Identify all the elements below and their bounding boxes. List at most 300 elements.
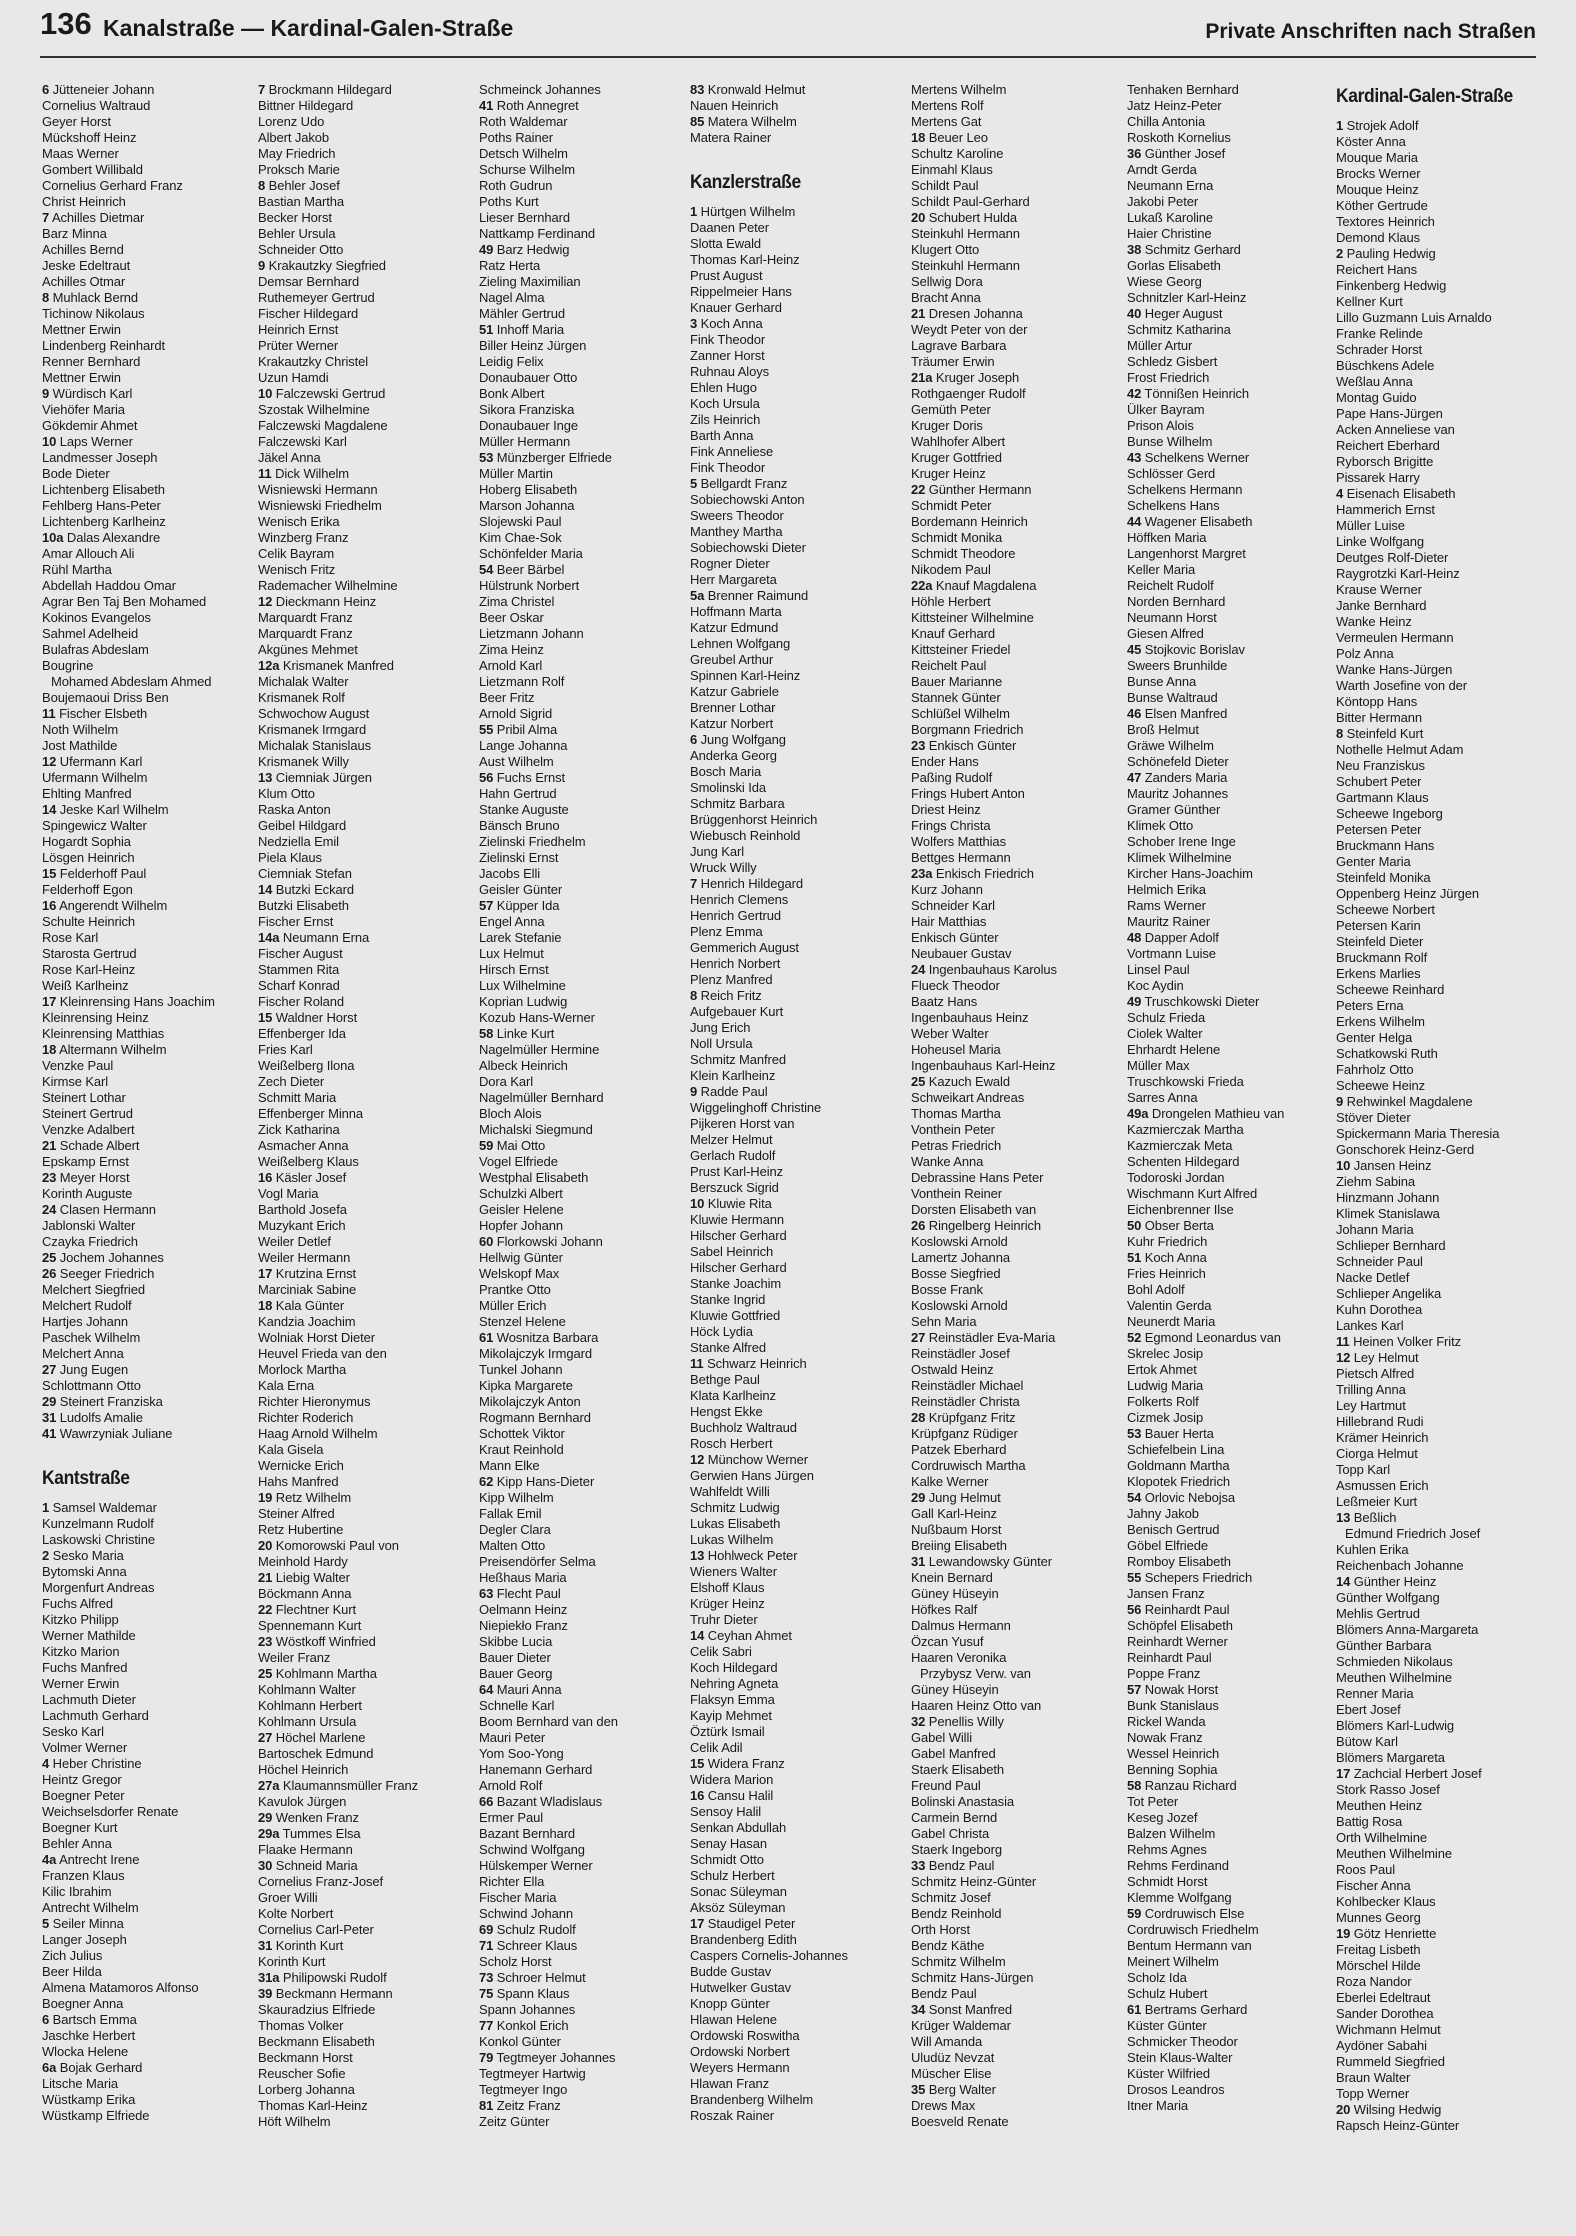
resident-name: Smolinski Ida	[690, 780, 767, 795]
resident-name: Tummes Elsa	[282, 1826, 361, 1841]
house-number: 29	[42, 1394, 57, 1409]
resident-name: Mertens Wilhelm	[911, 82, 1007, 97]
resident-entry	[42, 82, 262, 98]
resident-entry	[258, 1858, 478, 1874]
resident-name: Arnold Karl	[479, 658, 543, 673]
resident-entry	[479, 1794, 699, 1810]
resident-name: Folkerts Rolf	[1127, 1394, 1199, 1409]
resident-name: Manthey Martha	[690, 524, 783, 539]
resident-entry	[911, 194, 1131, 210]
resident-entry	[690, 1228, 910, 1244]
resident-entry	[1336, 1734, 1556, 1750]
resident-entry	[911, 1282, 1131, 1298]
resident-entry	[42, 98, 262, 114]
resident-name: Hutwelker Gustav	[690, 1980, 791, 1995]
resident-entry	[479, 1602, 699, 1618]
resident-entry	[1127, 978, 1347, 994]
resident-name: Steinfeld Dieter	[1336, 934, 1424, 949]
resident-name: Flecht Paul	[496, 1586, 561, 1601]
resident-name: Boesveld Renate	[911, 2114, 1009, 2129]
resident-entry	[258, 978, 478, 994]
resident-name: Ordowski Norbert	[690, 2044, 790, 2059]
resident-name: Flueck Theodor	[911, 978, 1000, 993]
resident-entry	[911, 434, 1131, 450]
resident-entry	[1127, 1778, 1347, 1794]
resident-name: Westphal Elisabeth	[479, 1170, 589, 1185]
resident-entry	[479, 642, 699, 658]
resident-entry	[690, 380, 910, 396]
house-number: 83	[690, 82, 705, 97]
resident-name: Muzykant Erich	[258, 1218, 346, 1233]
house-number: 75	[479, 1986, 494, 2001]
resident-name: Bonk Albert	[479, 386, 545, 401]
house-number: 19	[1336, 1926, 1351, 1941]
resident-entry	[1336, 390, 1556, 406]
resident-entry	[1336, 1846, 1556, 1862]
resident-entry	[1127, 1970, 1347, 1986]
resident-name: Jahny Jakob	[1127, 1506, 1199, 1521]
resident-name: Kircher Hans-Joachim	[1127, 866, 1253, 881]
resident-name: Konkol Günter	[479, 2034, 561, 2049]
resident-entry	[1127, 322, 1347, 338]
resident-entry	[479, 1122, 699, 1138]
house-number: 2	[1336, 246, 1344, 261]
resident-name: Bulafras Abdeslam	[42, 642, 149, 657]
resident-name: Staerk Elisabeth	[911, 1762, 1005, 1777]
resident-name: Broß Helmut	[1127, 722, 1199, 737]
resident-entry	[479, 1346, 699, 1362]
resident-name: Reinstädler Josef	[911, 1346, 1010, 1361]
resident-entry	[1127, 226, 1347, 242]
resident-entry	[1127, 1458, 1347, 1474]
resident-entry	[911, 690, 1131, 706]
resident-name: Akgünes Mehmet	[258, 642, 358, 657]
resident-entry	[690, 236, 910, 252]
resident-entry	[1127, 1554, 1347, 1570]
resident-name: Behler Josef	[268, 178, 340, 193]
resident-name: Daanen Peter	[690, 220, 770, 235]
resident-name: Polz Anna	[1336, 646, 1394, 661]
resident-entry	[911, 1234, 1131, 1250]
resident-name: Schneider Otto	[258, 242, 344, 257]
resident-name: Tegtmeyer Hartwig	[479, 2066, 586, 2081]
resident-name: Mann Elke	[479, 1458, 540, 1473]
resident-name: Kuhn Dorothea	[1336, 1302, 1423, 1317]
resident-name: Komorowski Paul von	[275, 1538, 399, 1553]
resident-entry	[479, 770, 699, 786]
resident-name: Donaubauer Otto	[479, 370, 578, 385]
resident-name: Mai Otto	[496, 1138, 546, 1153]
resident-name: Hürtgen Wilhelm	[700, 204, 796, 219]
resident-entry	[1127, 610, 1347, 626]
house-number: 31	[911, 1554, 926, 1569]
resident-name: Lichtenberg Karlheinz	[42, 514, 166, 529]
resident-entry	[258, 1618, 478, 1634]
resident-entry	[479, 1570, 699, 1586]
resident-name: Fischer Ernst	[258, 914, 334, 929]
house-number: 6	[690, 732, 698, 747]
resident-name: Schwind Wolfgang	[479, 1842, 585, 1857]
resident-entry	[42, 1026, 262, 1042]
resident-name: Güney Hüseyin	[911, 1682, 999, 1697]
resident-name: Krismanek Manfred	[282, 658, 394, 673]
resident-name: Barz Minna	[42, 226, 107, 241]
resident-entry	[690, 98, 910, 114]
resident-entry	[911, 1794, 1131, 1810]
resident-name: Rummeld Siegfried	[1336, 2054, 1445, 2069]
house-number: 21	[911, 306, 926, 321]
resident-entry	[479, 434, 699, 450]
resident-name: Waldner Horst	[275, 1010, 358, 1025]
resident-name: Katzur Norbert	[690, 716, 774, 731]
house-number: 55	[479, 722, 494, 737]
resident-entry	[690, 130, 910, 146]
resident-name: Boom Bernhard van den	[479, 1714, 618, 1729]
column-3	[479, 82, 699, 2130]
resident-name: Tichinow Nikolaus	[42, 306, 145, 321]
resident-name: Bendz Paul	[911, 1986, 977, 2001]
resident-name: Fuchs Manfred	[42, 1660, 128, 1675]
resident-name: Stammen Rita	[258, 962, 340, 977]
resident-entry	[1336, 646, 1556, 662]
resident-entry	[1127, 914, 1347, 930]
resident-name: Schlieper Bernhard	[1336, 1238, 1446, 1253]
resident-name: Janke Bernhard	[1336, 598, 1427, 613]
house-number: 25	[911, 1074, 926, 1089]
house-number: 8	[42, 290, 50, 305]
resident-name: Rehwinkel Magdalene	[1346, 1094, 1473, 1109]
resident-name: Retz Wilhelm	[275, 1490, 352, 1505]
resident-name: Kleinrensing Matthias	[42, 1026, 165, 1041]
resident-entry	[911, 1266, 1131, 1282]
resident-name: Senkan Abdullah	[690, 1820, 787, 1835]
resident-entry	[479, 354, 699, 370]
resident-entry	[258, 562, 478, 578]
resident-name: Anderka Georg	[690, 748, 777, 763]
resident-entry	[479, 82, 699, 98]
resident-name: Skibbe Lucia	[479, 1634, 553, 1649]
resident-entry	[258, 194, 478, 210]
resident-entry	[690, 636, 910, 652]
resident-entry	[479, 1938, 699, 1954]
resident-entry	[1127, 1602, 1347, 1618]
house-number: 35	[911, 2082, 926, 2097]
resident-name: Montag Guido	[1336, 390, 1417, 405]
resident-name: Özcan Yusuf	[911, 1634, 984, 1649]
resident-entry	[479, 466, 699, 482]
resident-name: Kraut Reinhold	[479, 1442, 564, 1457]
resident-name: Reinstädler Eva-Maria	[928, 1330, 1056, 1345]
resident-entry	[911, 2050, 1131, 2066]
resident-name: Wolniak Horst Dieter	[258, 1330, 375, 1345]
resident-entry	[911, 1842, 1131, 1858]
resident-name: Kandzia Joachim	[258, 1314, 356, 1329]
resident-entry	[1127, 1826, 1347, 1842]
resident-name: Zeitz Günter	[479, 2114, 550, 2129]
resident-name: Dora Karl	[479, 1074, 534, 1089]
resident-entry	[1127, 1730, 1347, 1746]
resident-entry	[1127, 722, 1347, 738]
resident-entry	[479, 738, 699, 754]
resident-name: Kluwie Hermann	[690, 1212, 784, 1227]
resident-entry	[479, 1506, 699, 1522]
resident-name: Aydöner Sabahi	[1336, 2038, 1427, 2053]
resident-entry	[1336, 934, 1556, 950]
resident-entry	[479, 1170, 699, 1186]
resident-entry	[690, 1900, 910, 1916]
resident-entry	[42, 1378, 262, 1394]
resident-name: Volmer Werner	[42, 1740, 128, 1755]
house-number: 23a	[911, 866, 933, 881]
resident-name: Michalak Stanislaus	[258, 738, 371, 753]
resident-entry	[258, 114, 478, 130]
resident-name: Detsch Wilhelm	[479, 146, 568, 161]
resident-entry	[690, 892, 910, 908]
resident-entry	[1127, 770, 1347, 786]
resident-entry	[690, 620, 910, 636]
resident-entry	[42, 1836, 262, 1852]
resident-entry	[1127, 402, 1347, 418]
resident-name: Ley Helmut	[1353, 1350, 1419, 1365]
resident-entry	[258, 594, 478, 610]
resident-name: Bordemann Heinrich	[911, 514, 1028, 529]
resident-entry	[911, 2034, 1131, 2050]
resident-entry	[479, 626, 699, 642]
resident-name: Sarres Anna	[1127, 1090, 1198, 1105]
resident-name: Koch Hildegard	[690, 1660, 778, 1675]
resident-entry	[1336, 694, 1556, 710]
resident-name: Neu Franziskus	[1336, 758, 1425, 773]
resident-name: Linke Wolfgang	[1336, 534, 1424, 549]
resident-name: Philipowski Rudolf	[282, 1970, 387, 1985]
house-number: 9	[1336, 1094, 1344, 1109]
resident-entry	[1127, 1234, 1347, 1250]
resident-entry	[1127, 514, 1347, 530]
resident-name: Noll Ursula	[690, 1036, 753, 1051]
resident-entry	[911, 1602, 1131, 1618]
resident-entry	[1336, 1158, 1556, 1174]
resident-name: Bloch Alois	[479, 1106, 542, 1121]
resident-entry	[479, 2066, 699, 2082]
resident-name: Drosos Leandros	[1127, 2082, 1225, 2097]
resident-name: Klein Karlheinz	[690, 1068, 776, 1083]
resident-name: Beer Oskar	[479, 610, 544, 625]
resident-entry	[1336, 262, 1556, 278]
resident-entry	[911, 1250, 1131, 1266]
resident-name: Marquardt Franz	[258, 626, 353, 641]
resident-name: Roth Waldemar	[479, 114, 568, 129]
resident-entry	[42, 722, 262, 738]
house-number: 25	[258, 1666, 273, 1681]
house-number: 13	[690, 1548, 705, 1563]
resident-entry	[690, 748, 910, 764]
resident-entry	[479, 514, 699, 530]
resident-entry	[42, 1756, 262, 1772]
resident-entry	[479, 2098, 699, 2114]
resident-name: Bytomski Anna	[42, 1564, 127, 1579]
house-number: 17	[690, 1916, 705, 1931]
resident-entry	[42, 290, 262, 306]
resident-entry	[42, 1426, 262, 1442]
resident-entry	[1127, 1570, 1347, 1586]
resident-entry	[258, 2002, 478, 2018]
resident-name: Ceyhan Ahmet	[707, 1628, 792, 1643]
resident-name: Fink Theodor	[690, 332, 766, 347]
resident-name: Boegner Peter	[42, 1788, 125, 1803]
resident-entry	[42, 1394, 262, 1410]
resident-entry	[42, 706, 262, 722]
resident-name: Slojewski Paul	[479, 514, 562, 529]
house-number: 61	[479, 1330, 494, 1345]
resident-name: Falczewski Karl	[258, 434, 347, 449]
resident-entry	[1336, 710, 1556, 726]
resident-entry	[42, 386, 262, 402]
resident-entry	[1336, 230, 1556, 246]
resident-entry	[42, 754, 262, 770]
resident-name: Wanke Hans-Jürgen	[1336, 662, 1453, 677]
resident-name: Meinert Wilhelm	[1127, 1954, 1219, 1969]
resident-name: Schulzki Albert	[479, 1186, 563, 1201]
resident-entry	[911, 754, 1131, 770]
resident-entry	[911, 466, 1131, 482]
resident-name: Effenberger Ida	[258, 1026, 346, 1041]
resident-name: Kazmierczak Meta	[1127, 1138, 1233, 1153]
resident-entry	[42, 1266, 262, 1282]
resident-name: Jatz Heinz-Peter	[1127, 98, 1222, 113]
house-number: 44	[1127, 514, 1142, 529]
resident-entry	[911, 1938, 1131, 1954]
resident-name: Gall Karl-Heinz	[911, 1506, 997, 1521]
resident-name: Aust Wilhelm	[479, 754, 554, 769]
resident-entry	[911, 722, 1131, 738]
resident-entry	[690, 1052, 910, 1068]
resident-entry	[42, 850, 262, 866]
resident-entry	[42, 546, 262, 562]
resident-entry	[258, 1154, 478, 1170]
resident-name: Frost Friedrich	[1127, 370, 1210, 385]
resident-entry	[258, 434, 478, 450]
resident-entry	[1127, 82, 1347, 98]
resident-entry	[1127, 1810, 1347, 1826]
resident-name: Lewandowsky Günter	[928, 1554, 1052, 1569]
resident-name: Kluwie Rita	[707, 1196, 772, 1211]
resident-name: Hillebrand Rudi	[1336, 1414, 1424, 1429]
resident-name: Konkol Erich	[496, 2018, 569, 2033]
resident-entry	[911, 626, 1131, 642]
resident-name: Caspers Cornelis-Johannes	[690, 1948, 848, 1963]
resident-entry	[42, 1122, 262, 1138]
resident-name: Gabel Christa	[911, 1826, 990, 1841]
resident-name: Christ Heinrich	[42, 194, 126, 209]
resident-entry	[911, 226, 1131, 242]
resident-name: Wisniewski Hermann	[258, 482, 378, 497]
resident-name: Kipp Hans-Dieter	[496, 1474, 595, 1489]
resident-entry	[911, 658, 1131, 674]
resident-name: Bosse Frank	[911, 1282, 983, 1297]
resident-entry	[479, 786, 699, 802]
resident-entry	[1127, 242, 1347, 258]
resident-entry	[911, 994, 1131, 1010]
resident-entry	[42, 530, 262, 546]
resident-name: Kluwie Gottfried	[690, 1308, 781, 1323]
resident-entry	[42, 1884, 262, 1900]
resident-name: Mehlis Gertrud	[1336, 1606, 1420, 1621]
resident-entry	[690, 956, 910, 972]
resident-entry	[690, 780, 910, 796]
resident-entry	[1127, 1154, 1347, 1170]
resident-entry	[1336, 1206, 1556, 1222]
resident-name: Kruger Doris	[911, 418, 983, 433]
resident-entry	[258, 210, 478, 226]
resident-entry	[1336, 1318, 1556, 1334]
resident-entry	[42, 1580, 262, 1596]
resident-entry	[479, 2002, 699, 2018]
resident-name: Schildt Paul-Gerhard	[911, 194, 1030, 209]
street-heading: Kantstraße	[42, 1468, 130, 1489]
resident-name: Arnold Rolf	[479, 1778, 543, 1793]
resident-name: Bosch Maria	[690, 764, 762, 779]
house-number: 18	[42, 1042, 57, 1057]
resident-name: Noth Wilhelm	[42, 722, 119, 737]
resident-entry	[1127, 434, 1347, 450]
resident-name: Kazuch Ewald	[928, 1074, 1010, 1089]
resident-name: Steinert Gertrud	[42, 1106, 133, 1121]
resident-name: Schlieper Angelika	[1336, 1286, 1442, 1301]
resident-entry	[258, 770, 478, 786]
resident-entry	[911, 850, 1131, 866]
resident-entry	[690, 1004, 910, 1020]
resident-entry	[479, 1474, 699, 1490]
resident-name: Thomas Karl-Heinz	[258, 2098, 368, 2113]
house-number: 64	[479, 1682, 494, 1697]
resident-name: Steinkuhl Hermann	[911, 226, 1020, 241]
resident-name: Zieling Maximilian	[479, 274, 581, 289]
resident-name: Stein Klaus-Walter	[1127, 2050, 1233, 2065]
house-number: 52	[1127, 1330, 1142, 1345]
resident-entry	[42, 1170, 262, 1186]
resident-name: Günther Wolfgang	[1336, 1590, 1440, 1605]
resident-name: Gonschorek Heinz-Gerd	[1336, 1142, 1475, 1157]
resident-entry	[258, 370, 478, 386]
resident-entry	[911, 1090, 1131, 1106]
house-number: 22	[258, 1602, 273, 1617]
resident-name: Mörschel Hilde	[1336, 1958, 1421, 1973]
resident-name: Ingenbauhaus Heinz	[911, 1010, 1029, 1025]
resident-name: Zanders Maria	[1144, 770, 1228, 785]
resident-name: Sander Dorothea	[1336, 2006, 1434, 2021]
resident-name: Amar Allouch Ali	[42, 546, 135, 561]
resident-name: Brenner Raimund	[707, 588, 809, 603]
resident-entry	[1336, 2070, 1556, 2086]
resident-name: Krüpfganz Fritz	[928, 1410, 1016, 1425]
resident-entry	[911, 1042, 1131, 1058]
resident-entry	[1127, 1074, 1347, 1090]
resident-entry	[42, 2028, 262, 2044]
resident-name: Barthold Josefa	[258, 1202, 347, 1217]
house-number: 6	[42, 2012, 50, 2027]
resident-entry	[690, 1324, 910, 1340]
resident-name: Beer Bärbel	[496, 562, 565, 577]
resident-entry	[258, 834, 478, 850]
resident-entry	[911, 562, 1131, 578]
resident-entry	[42, 946, 262, 962]
resident-entry	[690, 1980, 910, 1996]
resident-name: Erkens Marlies	[1336, 966, 1421, 981]
resident-entry	[911, 1570, 1131, 1586]
house-number: 16	[42, 898, 57, 913]
resident-entry	[690, 1548, 910, 1564]
resident-entry	[1127, 706, 1347, 722]
